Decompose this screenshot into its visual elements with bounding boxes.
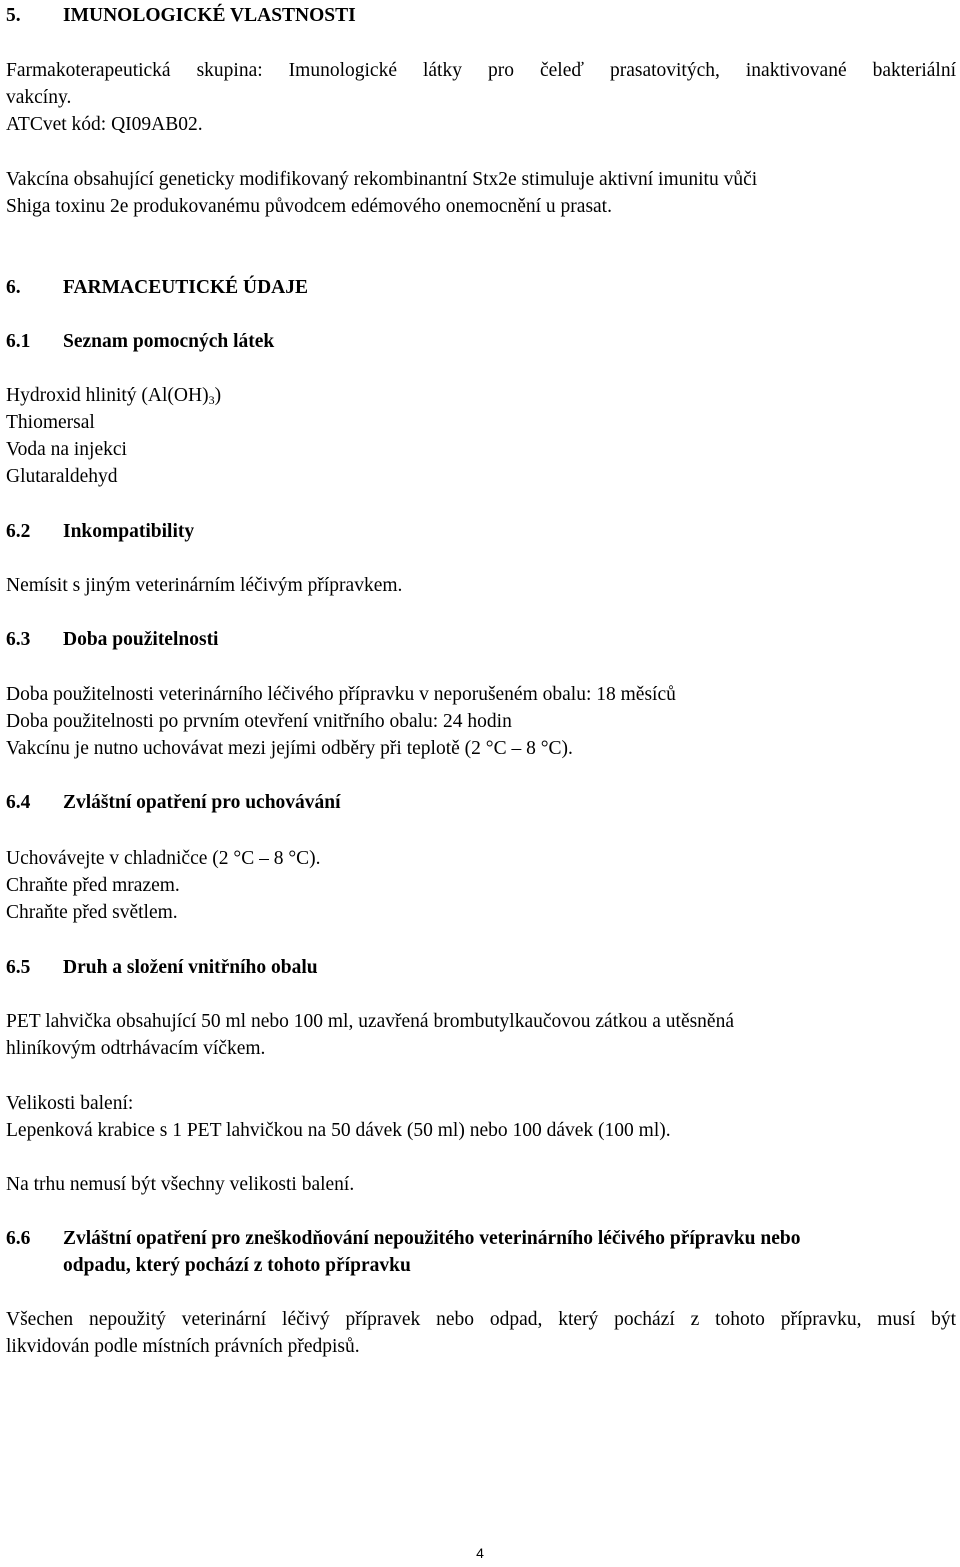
section-5-heading — [6, 2, 356, 29]
container-line-2: hliníkovým odtrhávacím víčkem. — [6, 1038, 266, 1059]
section-number: 6.6 — [6, 1228, 31, 1249]
description-line-2: Shiga toxinu 2e produkovanému původcem edémového onemocnění u prasat. — [6, 196, 612, 217]
section-title: Zvláštní opatření pro zneškodňování nepoužitého veterinárního léčivého přípravku nebo — [63, 1228, 801, 1249]
section-6-6-heading — [6, 1225, 800, 1252]
shelf-life-line: Doba použitelnosti po prvním otevření vnitřního obalu: 24 hodin — [6, 711, 512, 732]
section-number: 6.1 — [6, 331, 31, 352]
pharm-group-line-2: vakcíny. — [6, 87, 72, 108]
excipient-subscript: 3 — [208, 393, 215, 407]
section-6-5-heading — [6, 954, 318, 981]
section-6-heading — [6, 274, 308, 301]
section-6-4-heading — [6, 789, 341, 816]
section-number: 5. — [6, 5, 21, 26]
atc-code: ATCvet kód: QI09AB02. — [6, 114, 203, 135]
section-6-2-heading — [6, 518, 194, 545]
section-title: IMUNOLOGICKÉ VLASTNOSTI — [63, 5, 356, 26]
section-number: 6.5 — [6, 957, 31, 978]
excipient-item — [6, 382, 221, 409]
excipient-text-end: ) — [214, 385, 222, 406]
incompatibility-text: Nemísit s jiným veterinárním léčivým přípravkem. — [6, 575, 403, 596]
shelf-life-line: Vakcínu je nutno uchovávat mezi jejími odběry při teplotě (2 °C – 8 °C). — [6, 738, 573, 759]
shelf-life-line: Doba použitelnosti veterinárního léčivého přípravku v neporušeném obalu: 18 měsíců — [6, 684, 676, 705]
description-line-1: Vakcína obsahující geneticky modifikovaný rekombinantní Stx2e stimuluje aktivní imunitu vůči — [6, 169, 758, 190]
section-number: 6.4 — [6, 792, 31, 813]
storage-line: Chraňte před světlem. — [6, 902, 178, 923]
excipient-text: Hydroxid hlinitý (Al(OH) — [6, 385, 209, 406]
excipient-item: Voda na injekci — [6, 439, 127, 460]
section-title: Druh a složení vnitřního obalu — [63, 957, 318, 978]
section-title: FARMACEUTICKÉ ÚDAJE — [63, 277, 309, 298]
pharm-group-line-1: Farmakoterapeutická skupina: Imunologické látky pro čeleď prasatovitých, inaktivované bakteriální — [6, 60, 956, 81]
section-title: Doba použitelnosti — [63, 629, 219, 650]
storage-line: Uchovávejte v chladničce (2 °C – 8 °C). — [6, 848, 321, 869]
disposal-text-line-2: likvidován podle místních právních předpisů. — [6, 1336, 360, 1357]
pack-sizes-label: Velikosti balení: — [6, 1093, 134, 1114]
section-6-1-heading — [6, 328, 274, 355]
section-number: 6. — [6, 277, 21, 298]
section-title: Zvláštní opatření pro uchovávání — [63, 792, 341, 813]
section-number: 6.3 — [6, 629, 31, 650]
section-number: 6.2 — [6, 521, 31, 542]
disposal-text-line-1: Všechen nepoužitý veterinární léčivý přípravek nebo odpad, který pochází z tohoto přípravku, musí být — [6, 1309, 956, 1330]
container-line-1: PET lahvička obsahující 50 ml nebo 100 ml, uzavřená brombutylkaučovou zátkou a utěsněná — [6, 1011, 734, 1032]
storage-line: Chraňte před mrazem. — [6, 875, 180, 896]
section-6-3-heading — [6, 626, 218, 653]
page-number: 4 — [476, 1545, 484, 1561]
excipient-item: Glutaraldehyd — [6, 466, 118, 487]
section-title: Seznam pomocných látek — [63, 331, 275, 352]
pack-sizes-text: Lepenková krabice s 1 PET lahvičkou na 50 dávek (50 ml) nebo 100 dávek (100 ml). — [6, 1120, 671, 1141]
excipient-item: Thiomersal — [6, 412, 95, 433]
pack-sizes-note: Na trhu nemusí být všechny velikosti balení. — [6, 1174, 355, 1195]
section-title: Inkompatibility — [63, 521, 195, 542]
section-6-6-heading-cont: odpadu, který pochází z tohoto přípravku — [63, 1255, 411, 1276]
